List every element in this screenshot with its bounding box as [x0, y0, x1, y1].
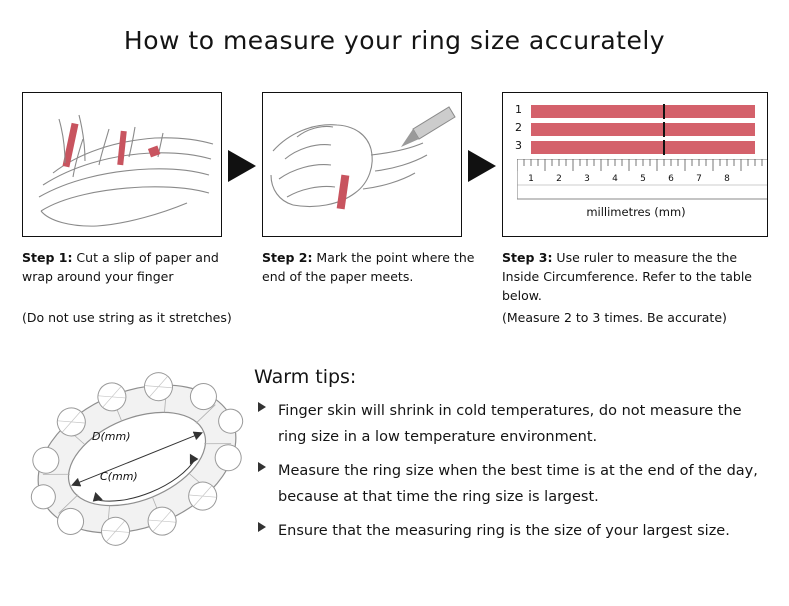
- step-1-text: Cut a slip of paper and wrap around your finger: [22, 250, 219, 284]
- list-item: [256, 398, 766, 450]
- svg-text:7: 7: [696, 174, 702, 184]
- step-3-caption: [502, 248, 770, 305]
- step-3-label: Step 3:: [502, 250, 553, 265]
- ring-circumference-label: C(mm): [100, 470, 138, 483]
- hand-with-paper-strip-icon: [23, 93, 221, 236]
- svg-text:2: 2: [556, 174, 562, 184]
- page-title: How to measure your ring size accurately: [123, 26, 666, 55]
- ring-diameter-label: D(mm): [92, 430, 131, 443]
- svg-text:5: 5: [640, 174, 646, 184]
- step-1-label: Step 1:: [22, 250, 73, 265]
- strip-mark-1: [663, 104, 665, 119]
- bullet-icon: [258, 462, 266, 472]
- warm-tips-heading: Warm tips:: [254, 366, 357, 388]
- strip-mark-2: [663, 122, 665, 137]
- strip-number-3: 3: [515, 139, 522, 152]
- step-2-illustration: [262, 92, 462, 237]
- warm-tips-list: [256, 398, 766, 552]
- step-2-caption: [262, 248, 487, 286]
- strip-number-2: 2: [515, 121, 522, 134]
- ruler-unit-label: millimetres (mm): [586, 205, 686, 219]
- arrow-step2-to-step3: [468, 150, 496, 182]
- paper-strip-row-1: [515, 105, 759, 118]
- step-3-illustration: [502, 92, 768, 237]
- list-item: [256, 518, 766, 544]
- paper-strip-3: [531, 141, 755, 154]
- svg-text:4: 4: [612, 174, 618, 184]
- paper-strip-row-3: [515, 141, 759, 154]
- bullet-icon: [258, 402, 266, 412]
- step-1-caption: [22, 248, 247, 286]
- step-2-text: Mark the point where the end of the paper meets.: [262, 250, 475, 284]
- arrow-step1-to-step2: [228, 150, 256, 182]
- hand-marking-paper-icon: [263, 93, 461, 236]
- paper-strip-1: [531, 105, 755, 118]
- eternity-ring-icon: [22, 352, 252, 567]
- ring-diagram: [22, 352, 252, 567]
- strip-mark-3: [663, 140, 665, 155]
- step-1-illustration: [22, 92, 222, 237]
- strip-number-1: 1: [515, 103, 522, 116]
- step-1-note: (Do not use string as it stretches): [22, 310, 232, 325]
- step-2-label: Step 2:: [262, 250, 313, 265]
- svg-text:6: 6: [668, 174, 674, 184]
- ruler-icon: [517, 159, 768, 207]
- step-3-note: (Measure 2 to 3 times. Be accurate): [502, 310, 727, 325]
- bullet-icon: [258, 522, 266, 532]
- svg-text:8: 8: [724, 174, 730, 184]
- paper-strip-row-2: [515, 123, 759, 136]
- svg-text:1: 1: [528, 174, 534, 184]
- svg-text:3: 3: [584, 174, 590, 184]
- list-item: [256, 458, 766, 510]
- tip-text: Measure the ring size when the best time is at the end of the day, because at that time the ring size is largest.: [278, 463, 758, 505]
- step-3-text: Use ruler to measure the the Inside Circumference. Refer to the table below.: [502, 250, 752, 303]
- tip-text: Ensure that the measuring ring is the size of your largest size.: [278, 523, 730, 539]
- tip-text: Finger skin will shrink in cold temperatures, do not measure the ring size in a low temperature environment.: [278, 403, 742, 445]
- paper-strip-2: [531, 123, 755, 136]
